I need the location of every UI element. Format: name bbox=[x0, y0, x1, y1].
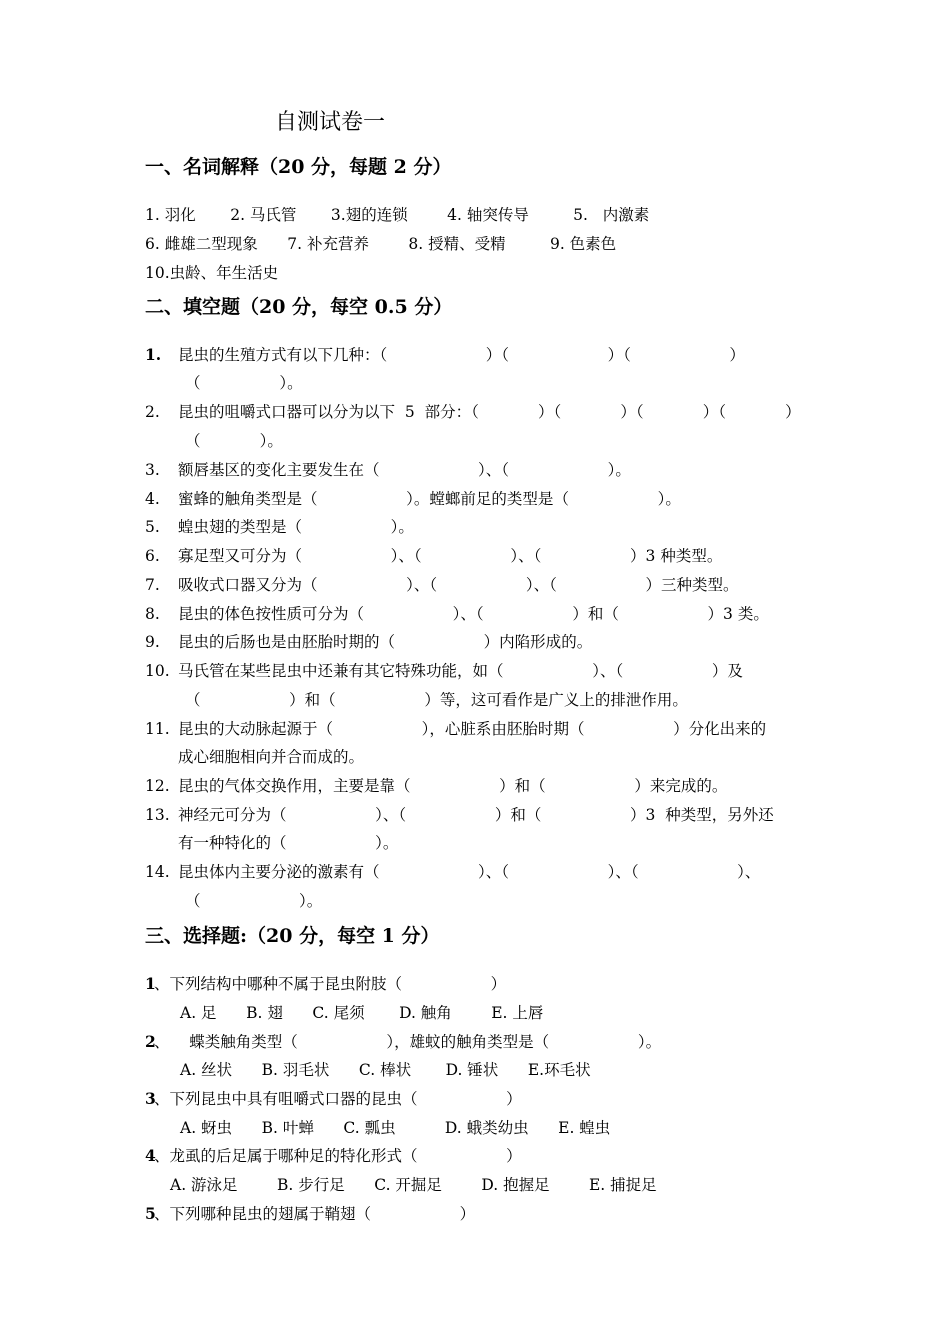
question-number: 11. bbox=[145, 720, 170, 738]
section-1-heading: 一、名词解释（20 分，每题 2 分） bbox=[145, 156, 452, 178]
choice-options-2: A. 丝状 B. 羽毛状 C. 棒状 D. 锤状 E.环毛状 bbox=[180, 1061, 591, 1079]
question-number: 3 bbox=[145, 1089, 156, 1108]
question-number: 1 bbox=[145, 974, 156, 993]
section-2-heading: 二、填空题（20 分，每空 0.5 分） bbox=[145, 296, 453, 318]
fill-question-14-cont: （ ）。 bbox=[185, 892, 323, 910]
fill-question-1-cont: （ ）。 bbox=[185, 374, 303, 392]
fill-question-3: 额唇基区的变化主要发生在（ ）、（ ）。 bbox=[178, 461, 631, 479]
fill-question-5: 蝗虫翅的类型是（ ）。 bbox=[178, 518, 414, 536]
fill-question-1: 昆虫的生殖方式有以下几种：（ ）（ ）（ ） bbox=[178, 346, 745, 364]
choice-question-1: 、下列结构中哪种不属于昆虫附肢（ ） bbox=[154, 975, 507, 993]
choice-question-2: 、 蝶类触角类型（ ），雄蚊的触角类型是（ ）。 bbox=[154, 1033, 662, 1051]
fill-question-13: 神经元可分为（ ）、（ ）和（ ）3 种类型，另外还 bbox=[178, 806, 774, 824]
question-number: 6. bbox=[145, 547, 160, 565]
question-number: 1. bbox=[145, 345, 162, 364]
term-row-3: 10.虫龄、年生活史 bbox=[145, 264, 279, 282]
fill-question-9: 昆虫的后肠也是由胚胎时期的（ ）内陷形成的。 bbox=[178, 633, 593, 651]
choice-options-4: A. 游泳足 B. 步行足 C. 开掘足 D. 抱握足 E. 捕捉足 bbox=[170, 1176, 657, 1194]
fill-question-2-cont: （ ）。 bbox=[185, 432, 283, 450]
fill-question-7: 吸收式口器又分为（ ）、（ ）、（ ）三种类型。 bbox=[178, 576, 739, 594]
question-number: 9. bbox=[145, 633, 160, 651]
fill-question-8: 昆虫的体色按性质可分为（ ）、（ ）和（ ）3 类。 bbox=[178, 605, 769, 623]
question-number: 3. bbox=[145, 461, 160, 479]
question-number: 5 bbox=[145, 1204, 156, 1223]
choice-question-4: 、龙虱的后足属于哪种足的特化形式（ ） bbox=[154, 1147, 522, 1165]
question-number: 12. bbox=[145, 777, 170, 795]
question-number: 4. bbox=[145, 490, 160, 508]
fill-question-2: 昆虫的咀嚼式口器可以分为以下 5 部分：（ ）（ ）（ ）（ ） bbox=[178, 403, 801, 421]
page-title: 自测试卷一 bbox=[275, 110, 386, 135]
fill-question-10-cont: （ ）和（ ）等，这可看作是广义上的排泄作用。 bbox=[185, 691, 688, 709]
fill-question-11-cont: 成心细胞相向并合而成的。 bbox=[178, 748, 365, 766]
fill-question-11: 昆虫的大动脉起源于（ ），心脏系由胚胎时期（ ）分化出来的 bbox=[178, 720, 767, 738]
fill-question-12: 昆虫的气体交换作用，主要是靠（ ）和（ ）来完成的。 bbox=[178, 777, 728, 795]
fill-question-10: 马氏管在某些昆虫中还兼有其它特殊功能，如（ ）、（ ）及 bbox=[178, 662, 743, 680]
choice-options-3: A. 蚜虫 B. 叶蝉 C. 瓢虫 D. 蛾类幼虫 E. 蝗虫 bbox=[180, 1119, 611, 1137]
question-number: 14. bbox=[145, 863, 170, 881]
question-number: 5. bbox=[145, 518, 160, 536]
question-number: 2. bbox=[145, 403, 160, 421]
question-number: 7. bbox=[145, 576, 160, 594]
fill-question-6: 寡足型又可分为（ ）、（ ）、（ ）3 种类型。 bbox=[178, 547, 723, 565]
question-number: 8. bbox=[145, 605, 160, 623]
fill-question-14: 昆虫体内主要分泌的激素有（ ）、（ ）、（ ）、 bbox=[178, 863, 761, 881]
fill-question-13-cont: 有一种特化的（ ）。 bbox=[178, 834, 399, 852]
question-number: 4 bbox=[145, 1146, 156, 1165]
choice-options-1: A. 足 B. 翅 C. 尾须 D. 触角 E. 上唇 bbox=[180, 1004, 544, 1022]
question-number: 13. bbox=[145, 806, 170, 824]
choice-question-3: 、下列昆虫中具有咀嚼式口器的昆虫（ ） bbox=[154, 1090, 522, 1108]
fill-question-4: 蜜蜂的触角类型是（ ）。螳螂前足的类型是（ ）。 bbox=[178, 490, 681, 508]
question-number: 10. bbox=[145, 662, 170, 680]
question-number: 2 bbox=[145, 1032, 156, 1051]
section-3-heading: 三、选择题:（20 分，每空 1 分） bbox=[145, 925, 440, 947]
term-row-1: 1. 羽化 2. 马氏管 3.翅的连锁 4. 轴突传导 5. 内激素 bbox=[145, 206, 650, 224]
choice-question-5: 、下列哪种昆虫的翅属于鞘翅（ ） bbox=[154, 1205, 476, 1223]
term-row-2: 6. 雌雄二型现象 7. 补充营养 8. 授精、受精 9. 色素色 bbox=[145, 235, 617, 253]
